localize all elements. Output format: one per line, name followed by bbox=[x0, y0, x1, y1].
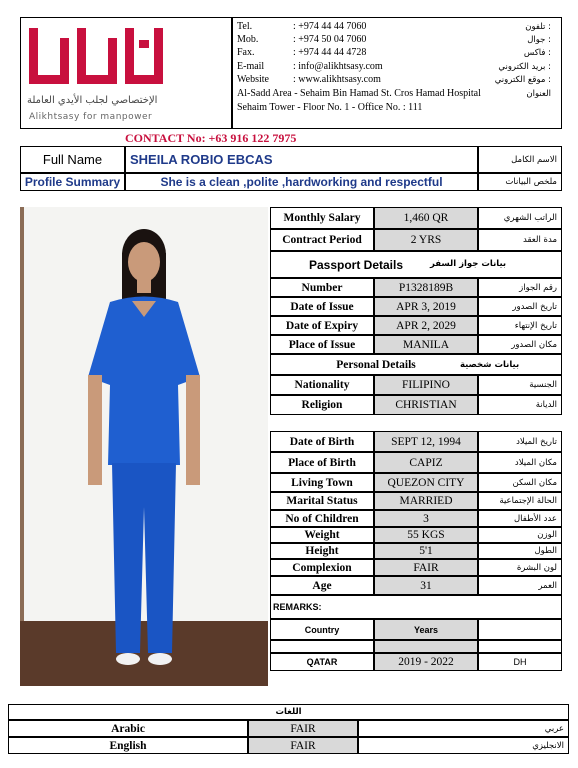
weight-label: Weight bbox=[270, 527, 374, 543]
fax-label-ar: فاكس : bbox=[523, 48, 551, 58]
language-name-ar: عربي bbox=[358, 720, 569, 737]
tel-label: Tel. bbox=[237, 21, 253, 32]
religion-label: Religion bbox=[270, 395, 374, 415]
place-of-birth-value: CAPIZ bbox=[374, 452, 478, 473]
no-of-children-value: 3 bbox=[374, 510, 478, 527]
contract-period-label: Contract Period bbox=[270, 229, 374, 251]
experience-country-header: Country bbox=[270, 619, 374, 640]
number-label: Number bbox=[270, 278, 374, 297]
profile-summary-label-ar: ملخص البيانات bbox=[478, 173, 562, 191]
experience-years: 2019 - 2022 bbox=[374, 653, 478, 671]
logo-latin-name: Alikhtsasy for manpower bbox=[29, 112, 153, 122]
living-town-value: QUEZON CITY bbox=[374, 473, 478, 492]
full-name-label: Full Name bbox=[20, 146, 125, 173]
date-of-issue-label-ar: تاريخ الصدور bbox=[478, 297, 562, 316]
candidate-photo bbox=[20, 207, 268, 686]
email-value[interactable]: : info@alikhtsasy.com bbox=[293, 61, 383, 72]
mob-label: Mob. bbox=[237, 34, 259, 45]
logo-arabic-name: الإختصاصي لجلب الأيدي العاملة bbox=[27, 95, 158, 106]
remarks-label: REMARKS: bbox=[270, 595, 562, 619]
contract-period-label-ar: مدة العقد bbox=[478, 229, 562, 251]
mob-label-ar: جوال : bbox=[527, 35, 551, 45]
religion-value: CHRISTIAN bbox=[374, 395, 478, 415]
no-of-children-label-ar: عدد الأطفال bbox=[478, 510, 562, 527]
date-of-expiry-label-ar: تاريخ الإنتهاء bbox=[478, 316, 562, 335]
tel-label-ar: تلفون : bbox=[525, 22, 551, 32]
date-of-issue-label: Date of Issue bbox=[270, 297, 374, 316]
experience-role: DH bbox=[478, 653, 562, 671]
nationality-label-ar: الجنسية bbox=[478, 375, 562, 395]
address-line-1: Al-Sadd Area - Sehaim Bin Hamad St. Cros Hamad Hospital bbox=[237, 88, 481, 99]
full-name-label-ar: الاسم الكامل bbox=[478, 146, 562, 173]
full-name-value: SHEILA ROBIO EBCAS bbox=[125, 146, 478, 173]
language-name-ar: الانجليزي bbox=[358, 737, 569, 754]
experience-empty-cell bbox=[374, 640, 478, 653]
monthly-salary-label: Monthly Salary bbox=[270, 207, 374, 229]
experience-country: QATAR bbox=[270, 653, 374, 671]
age-value: 31 bbox=[374, 576, 478, 595]
website-label-ar: موقع الكتروني : bbox=[494, 75, 551, 85]
contact-number: CONTACT No: +63 916 122 7975 bbox=[125, 131, 297, 145]
complexion-label: Complexion bbox=[270, 559, 374, 576]
agency-logo bbox=[27, 26, 167, 86]
date-of-expiry-value: APR 2, 2029 bbox=[374, 316, 478, 335]
languages-title: اللغات bbox=[8, 704, 569, 720]
experience-empty-cell bbox=[270, 640, 374, 653]
personal-details-heading-ar: بيانات شخصية bbox=[460, 360, 520, 370]
height-label: Height bbox=[270, 543, 374, 559]
address-label-ar: العنوان bbox=[526, 89, 551, 99]
language-name: Arabic bbox=[8, 720, 248, 737]
weight-value: 55 KGS bbox=[374, 527, 478, 543]
experience-years-header: Years bbox=[374, 619, 478, 640]
height-label-ar: الطول bbox=[478, 543, 562, 559]
contract-period-value: 2 YRS bbox=[374, 229, 478, 251]
number-label-ar: رقم الجواز bbox=[478, 278, 562, 297]
no-of-children-label: No of Children bbox=[270, 510, 374, 527]
date-of-birth-value: SEPT 12, 1994 bbox=[374, 431, 478, 452]
mob-value: : +974 50 04 7060 bbox=[293, 34, 367, 45]
place-of-issue-label-ar: مكان الصدور bbox=[478, 335, 562, 354]
fax-value: : +974 44 44 4728 bbox=[293, 47, 367, 58]
complexion-label-ar: لون البشرة bbox=[478, 559, 562, 576]
date-of-issue-value: APR 3, 2019 bbox=[374, 297, 478, 316]
nationality-label: Nationality bbox=[270, 375, 374, 395]
email-label: E-mail bbox=[237, 61, 265, 72]
complexion-value: FAIR bbox=[374, 559, 478, 576]
logo-box bbox=[20, 17, 232, 129]
religion-label-ar: الديانة bbox=[478, 395, 562, 415]
age-label: Age bbox=[270, 576, 374, 595]
age-label-ar: العمر bbox=[478, 576, 562, 595]
address-line-2: Sehaim Tower - Floor No. 1 - Office No. : 111 bbox=[237, 102, 423, 113]
experience-role-header bbox=[478, 619, 562, 640]
marital-status-label: Marital Status bbox=[270, 492, 374, 510]
nationality-value: FILIPINO bbox=[374, 375, 478, 395]
experience-empty-cell bbox=[478, 640, 562, 653]
height-value: 5'1 bbox=[374, 543, 478, 559]
place-of-birth-label-ar: مكان الميلاد bbox=[478, 452, 562, 473]
passport-details-heading-ar: بيانات جواز السفر bbox=[430, 259, 507, 269]
website-label: Website bbox=[237, 74, 269, 85]
profile-summary-value: She is a clean ,polite ,hardworking and respectful bbox=[125, 173, 478, 191]
number-value: P1328189B bbox=[374, 278, 478, 297]
living-town-label-ar: مكان السكن bbox=[478, 473, 562, 492]
profile-summary-label: Profile Summary bbox=[20, 173, 125, 191]
website-value[interactable]: : www.alikhtsasy.com bbox=[293, 74, 381, 85]
date-of-birth-label-ar: تاريخ الميلاد bbox=[478, 431, 562, 452]
tel-value: : +974 44 44 7060 bbox=[293, 21, 367, 32]
monthly-salary-value: 1,460 QR bbox=[374, 207, 478, 229]
fax-label: Fax. bbox=[237, 47, 255, 58]
personal-details-heading: Personal Details bbox=[270, 354, 562, 375]
email-label-ar: بريد الكتروني : bbox=[498, 62, 551, 72]
language-name: English bbox=[8, 737, 248, 754]
date-of-birth-label: Date of Birth bbox=[270, 431, 374, 452]
place-of-birth-label: Place of Birth bbox=[270, 452, 374, 473]
place-of-issue-label: Place of Issue bbox=[270, 335, 374, 354]
language-level: FAIR bbox=[248, 720, 358, 737]
marital-status-label-ar: الحالة الإجتماعية bbox=[478, 492, 562, 510]
weight-label-ar: الوزن bbox=[478, 527, 562, 543]
place-of-issue-value: MANILA bbox=[374, 335, 478, 354]
monthly-salary-label-ar: الراتب الشهري bbox=[478, 207, 562, 229]
living-town-label: Living Town bbox=[270, 473, 374, 492]
marital-status-value: MARRIED bbox=[374, 492, 478, 510]
date-of-expiry-label: Date of Expiry bbox=[270, 316, 374, 335]
contact-info-box bbox=[232, 17, 562, 129]
language-level: FAIR bbox=[248, 737, 358, 754]
passport-details-heading: Passport Details bbox=[270, 251, 562, 278]
